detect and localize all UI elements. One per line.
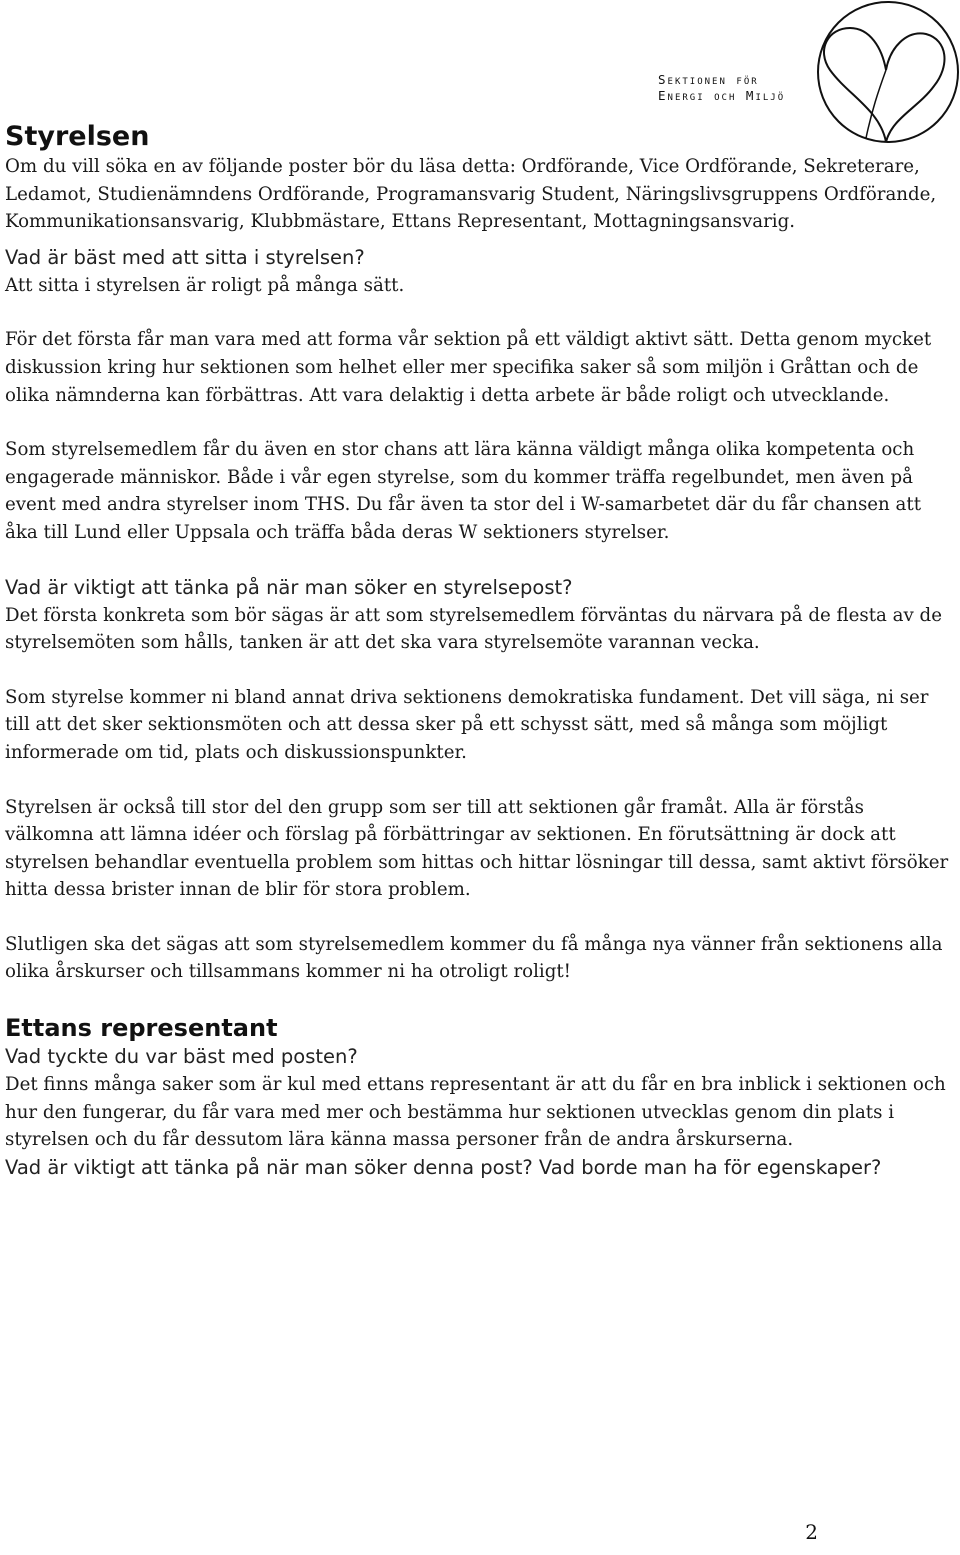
body-paragraph: Som styrelse kommer ni bland annat driva sektionens demokratiska fundament. Det vill säga, ni ser till att det sker sektionsmöten och att dessa sker på ett schysst sätt, med så många som möjligt informerade om tid, plats och diskussionspunkter.	[5, 686, 929, 763]
section-heading-ettans-representant: Ettans representant	[5, 1014, 278, 1043]
logo-text	[658, 72, 808, 104]
question-heading: Vad är bäst med att sitta i styrelsen?	[5, 245, 365, 269]
intro-paragraph: Om du vill söka en av följande poster bör du läsa detta: Ordförande, Vice Ordförande, Sekreterare, Ledamot, Studienämndens Ordförande, Programansvarig Student, Näringslivsgruppens Ordförande, Kommunikationsansvarig, Klubbmästare, Ettans Representant, Mottagningsansvarig.	[5, 156, 937, 233]
body-paragraph: Styrelsen är också till stor del den grupp som ser till att sektionen går framåt. Alla är förstås välkomna att lämna idéer och förslag på förbättringar av sektionen. En förutsättning är dock att styrelsen behandlar eventuella problem som hittas och hittar lösningar till dessa, samt aktivt försöker hitta dessa brister innan de blir för stora problem.	[5, 796, 949, 901]
body-paragraph: Att sitta i styrelsen är roligt på många sätt.	[5, 274, 405, 296]
section-heading-styrelsen: Styrelsen	[5, 121, 150, 152]
question-heading: Vad är viktigt att tänka på när man söker en styrelsepost?	[5, 575, 573, 599]
logo-line-1: Sektionen för	[658, 72, 759, 87]
question-heading: Vad är viktigt att tänka på när man söker denna post? Vad borde man ha för egenskaper?	[5, 1155, 882, 1179]
logo-line-2: Energi och Miljö	[658, 88, 786, 103]
page-number: 2	[805, 1520, 818, 1544]
body-paragraph: Det finns många saker som är kul med ettans representant är att du får en bra inblick i sektionen och hur den fungerar, du får vara med mer och bestämma hur sektionen utvecklas genom din plats i styrelsen och du får dessutom lära känna massa personer från de andra årskurserna.	[5, 1074, 946, 1151]
body-paragraph: Det första konkreta som bör sägas är att som styrelsemedlem förväntas du närvara på de flesta av de styrelsemöten som hålls, tanken är att det ska vara styrelsemöte varannan vecka.	[5, 604, 942, 654]
body-paragraph: Som styrelsemedlem får du även en stor chans att lära känna väldigt många olika kompetenta och engagerade människor. Både i vår egen styrelse, som du kommer träffa regelbundet, men även på event med andra styrelser inom THS. Du får även ta stor del i W-samarbetet där du får chansen att åka till Lund eller Uppsala och träffa båda deras W sektioners styrelser.	[5, 439, 921, 543]
body-paragraph: För det första får man vara med att forma vår sektion på ett väldigt aktivt sätt. Detta genom mycket diskussion kring hur sektionen som helhet eller mer specifika saker så som miljön i Gråttan och de olika nämnderna kan förbättras. Att vara delaktig i detta arbete är både roligt och utvecklande.	[5, 329, 932, 406]
document-content	[5, 121, 955, 1182]
question-heading: Vad tyckte du var bäst med posten?	[5, 1045, 358, 1069]
body-paragraph: Slutligen ska det sägas att som styrelsemedlem kommer du få många nya vänner från sektionens alla olika årskurser och tillsammans kommer ni ha otroligt roligt!	[5, 933, 943, 983]
